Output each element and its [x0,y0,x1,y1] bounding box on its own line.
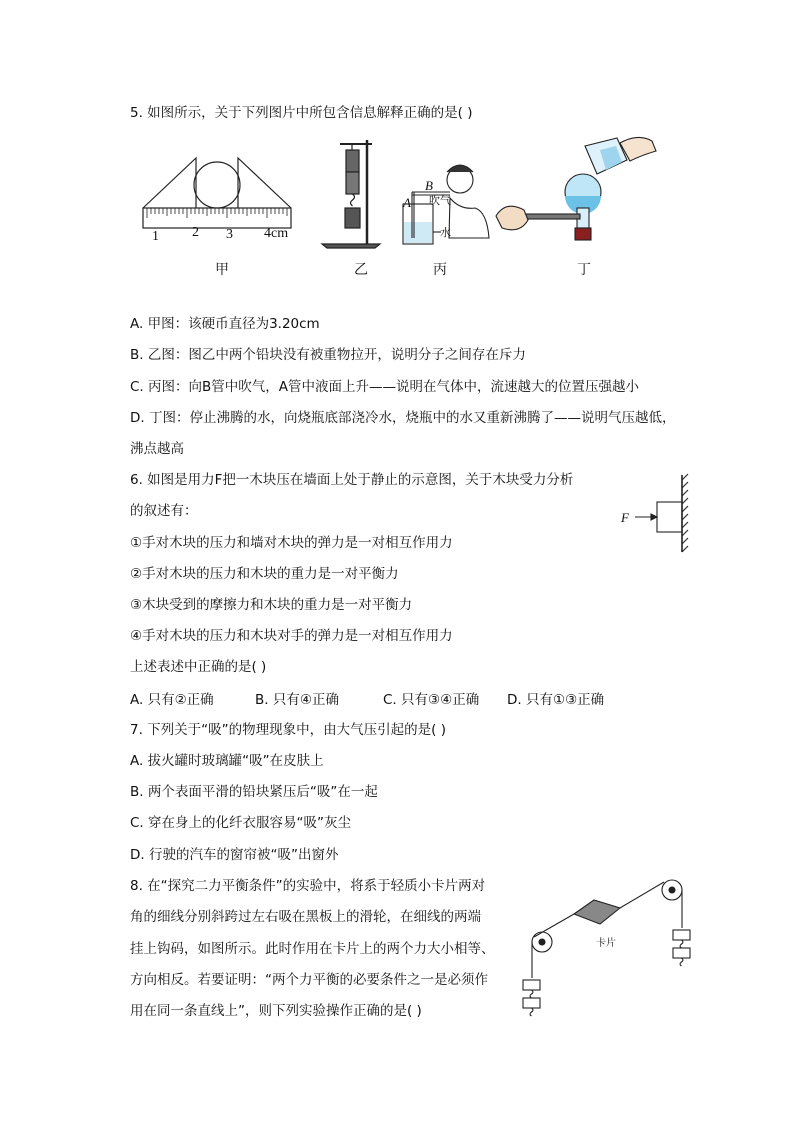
label-blow: 吹气 [429,195,451,207]
q6-wall-figure [615,470,705,560]
q8-line-2: 角的细线分别斜跨过左右吸在黑板上的滑轮，在细线的两端 [130,909,481,925]
q5-option-d-cont: 沸点越高 [130,441,184,457]
q8-line-5: 用在同一条直线上”，则下列实验操作正确的是( ) [130,1003,422,1019]
q5-option-d: D. 丁图：停止沸腾的水，向烧瓶底部浇冷水，烧瓶中的水又重新沸腾了——说明气压越低， [130,410,676,426]
q7-option-d: D. 行驶的汽车的窗帘被“吸”出窗外 [130,847,339,863]
q5-option-c: C. 丙图：向B管中吹气，A管中液面上升——说明在气体中，流速越大的位置压强越小 [130,379,640,395]
q7-option-c: C. 穿在身上的化纤衣服容易“吸”灰尘 [130,815,351,831]
ruler-label-4cm: 4cm [264,226,289,241]
q8-pulley-figure [512,874,702,1024]
q6-option-d: D. 只有①③正确 [507,692,605,708]
label-water: 水 [440,227,451,239]
q7-option-a: A. 拔火罐时玻璃罐“吸”在皮肤上 [130,753,324,769]
force-label-f: F [621,510,629,525]
q5-stem: 5. 如图所示，关于下列图片中所包含信息解释正确的是( ) [130,105,473,121]
q6-statement-3: ③木块受到的摩擦力和木块的重力是一对平衡力 [130,597,413,613]
q8-line-1: 8. 在“探究二力平衡条件”的实验中，将系于轻质小卡片两对 [130,878,486,894]
q7-option-b: B. 两个表面平滑的铅块紧压后“吸”在一起 [130,784,378,800]
q6-prompt: 上述表述中正确的是( ) [130,659,267,675]
ruler-label-1: 1 [152,229,159,244]
q5-option-b: B. 乙图：图乙中两个铅块没有被重物拉开，说明分子之间存在斥力 [130,347,526,363]
figure-jia-ruler [143,158,291,228]
q6-statement-4: ④手对木块的压力和木块对手的弹力是一对相互作用力 [130,628,453,644]
figure-yi-stand [322,140,380,248]
q6-option-b: B. 只有④正确 [255,692,339,708]
ruler-label-2: 2 [192,225,199,240]
card-label: 卡片 [596,938,616,949]
figure-ding-flask [496,137,656,240]
caption-yi: 乙 [354,262,368,278]
q8-line-3: 挂上钩码，如图所示。此时作用在卡片上的两个力大小相等、 [130,941,495,957]
q5-option-a: A. 甲图：该硬币直径为3.20cm [130,316,320,332]
q6-statement-2: ②手对木块的压力和木块的重力是一对平衡力 [130,566,399,582]
ruler-label-3: 3 [226,227,233,242]
q6-statement-1: ①手对木块的压力和墙对木块的弹力是一对相互作用力 [130,535,453,551]
q5-figures [0,0,794,260]
caption-bing: 丙 [433,262,447,278]
q6-stem-line2: 的叙述有： [130,503,198,519]
q6-stem-line1: 6. 如图是用力F把一木块压在墙面上处于静止的示意图，关于木块受力分析 [130,472,574,488]
label-A: A [403,195,411,210]
q6-option-a: A. 只有②正确 [130,692,214,708]
caption-ding: 丁 [577,262,591,278]
q6-option-c: C. 只有③④正确 [383,692,480,708]
q8-line-4: 方向相反。若要证明：“两个力平衡的必要条件之一是必须作 [130,972,488,988]
caption-jia: 甲 [215,262,229,278]
q7-stem: 7. 下列关于“吸”的物理现象中，由大气压引起的是( ) [130,722,446,738]
label-B: B [425,178,433,193]
